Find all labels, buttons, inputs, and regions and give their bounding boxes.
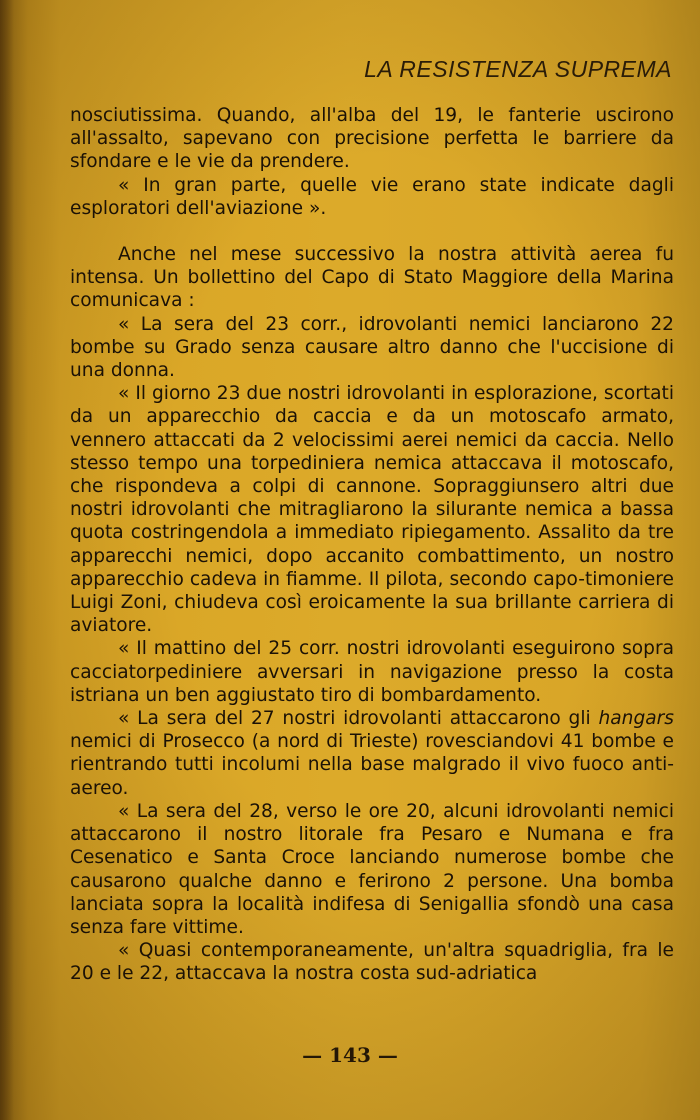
prosecco-text-before: « La sera del 27 nostri idrovolanti attaccarono gli — [118, 708, 599, 730]
paragraph-next-month: Anche nel mese successivo la nostra attività aerea fu intensa. Un bollettino del Capo di Stato Maggiore della Marina comunicava : — [70, 244, 674, 312]
paragraph-grado: « La sera del 23 corr., idrovolanti nemici lanciarono 22 bombe su Grado senza causare altro danno che l'uccisione di una donna. — [70, 313, 674, 382]
paragraph-squadriglia: « Quasi contemporaneamente, un'altra squadriglia, fra le 20 e le 22, attaccava la nostra costa sud-adriatica — [70, 940, 674, 985]
page-number: — 143 — — [302, 1043, 398, 1067]
running-header: LA RESISTENZA SUPREMA — [364, 56, 672, 82]
paragraph-prosecco — [70, 707, 674, 800]
body-text — [70, 104, 674, 986]
hangars-italic: hangars — [598, 708, 674, 730]
page-spine-shadow — [0, 0, 14, 1120]
paragraph-continuation: nosciutissima. Quando, all'alba del 19, le fanterie uscirono all'assalto, sapevano con precisione perfetta le barriere da sfondare e le vie da prendere. — [70, 105, 674, 173]
prosecco-text-after: nemici di Prosecco (a nord di Trieste) rovesciandovi 41 bombe e rientrando tutti incolumi nella base malgrado il vivo fuoco anti-aereo. — [70, 731, 674, 799]
paragraph-quote-aviation: « In gran parte, quelle vie erano state indicate dagli esploratori dell'aviazione ». — [70, 174, 674, 219]
paragraph-gap — [70, 220, 674, 243]
paragraph-istrian-coast: « Il mattino del 25 corr. nostri idrovolanti eseguirono sopra cacciatorpediniere avversari in navigazione presso la costa istriana un ben aggiustato tiro di bombardamento. — [70, 638, 674, 706]
paragraph-pesaro: « La sera del 28, verso le ore 20, alcuni idrovolanti nemici attaccarono il nostro litorale fra Pesaro e Numana e fra Cesenatico e Santa Croce lanciando numerose bombe che causarono qualche danno e ferirono 2 persone. Una bomba lanciata sopra la località indifesa di Senigallia sfondò una casa senza fare vittime. — [70, 800, 674, 938]
paragraph-exploration: « Il giorno 23 due nostri idrovolanti in esplorazione, scortati da un apparecchio da caccia e da un motoscafo armato, vennero attaccati da 2 velocissimi aerei nemici da caccia. Nello stesso tempo una torpediniera nemica attaccava il motoscafo, che rispondeva a colpi di cannone. Sopraggiunsero altri due nostri idrovolanti che mitragliarono la silurante nemica a bassa quota costringendola a immediato ripiegamento. Assalito da tre apparecchi nemici, dopo accanito combattimento, un nostro apparecchio cadeva in fiamme. Il pilota, secondo capo-timoniere Luigi Zoni, chiudeva così eroicamente la sua brillante carriera di aviatore. — [70, 383, 674, 637]
